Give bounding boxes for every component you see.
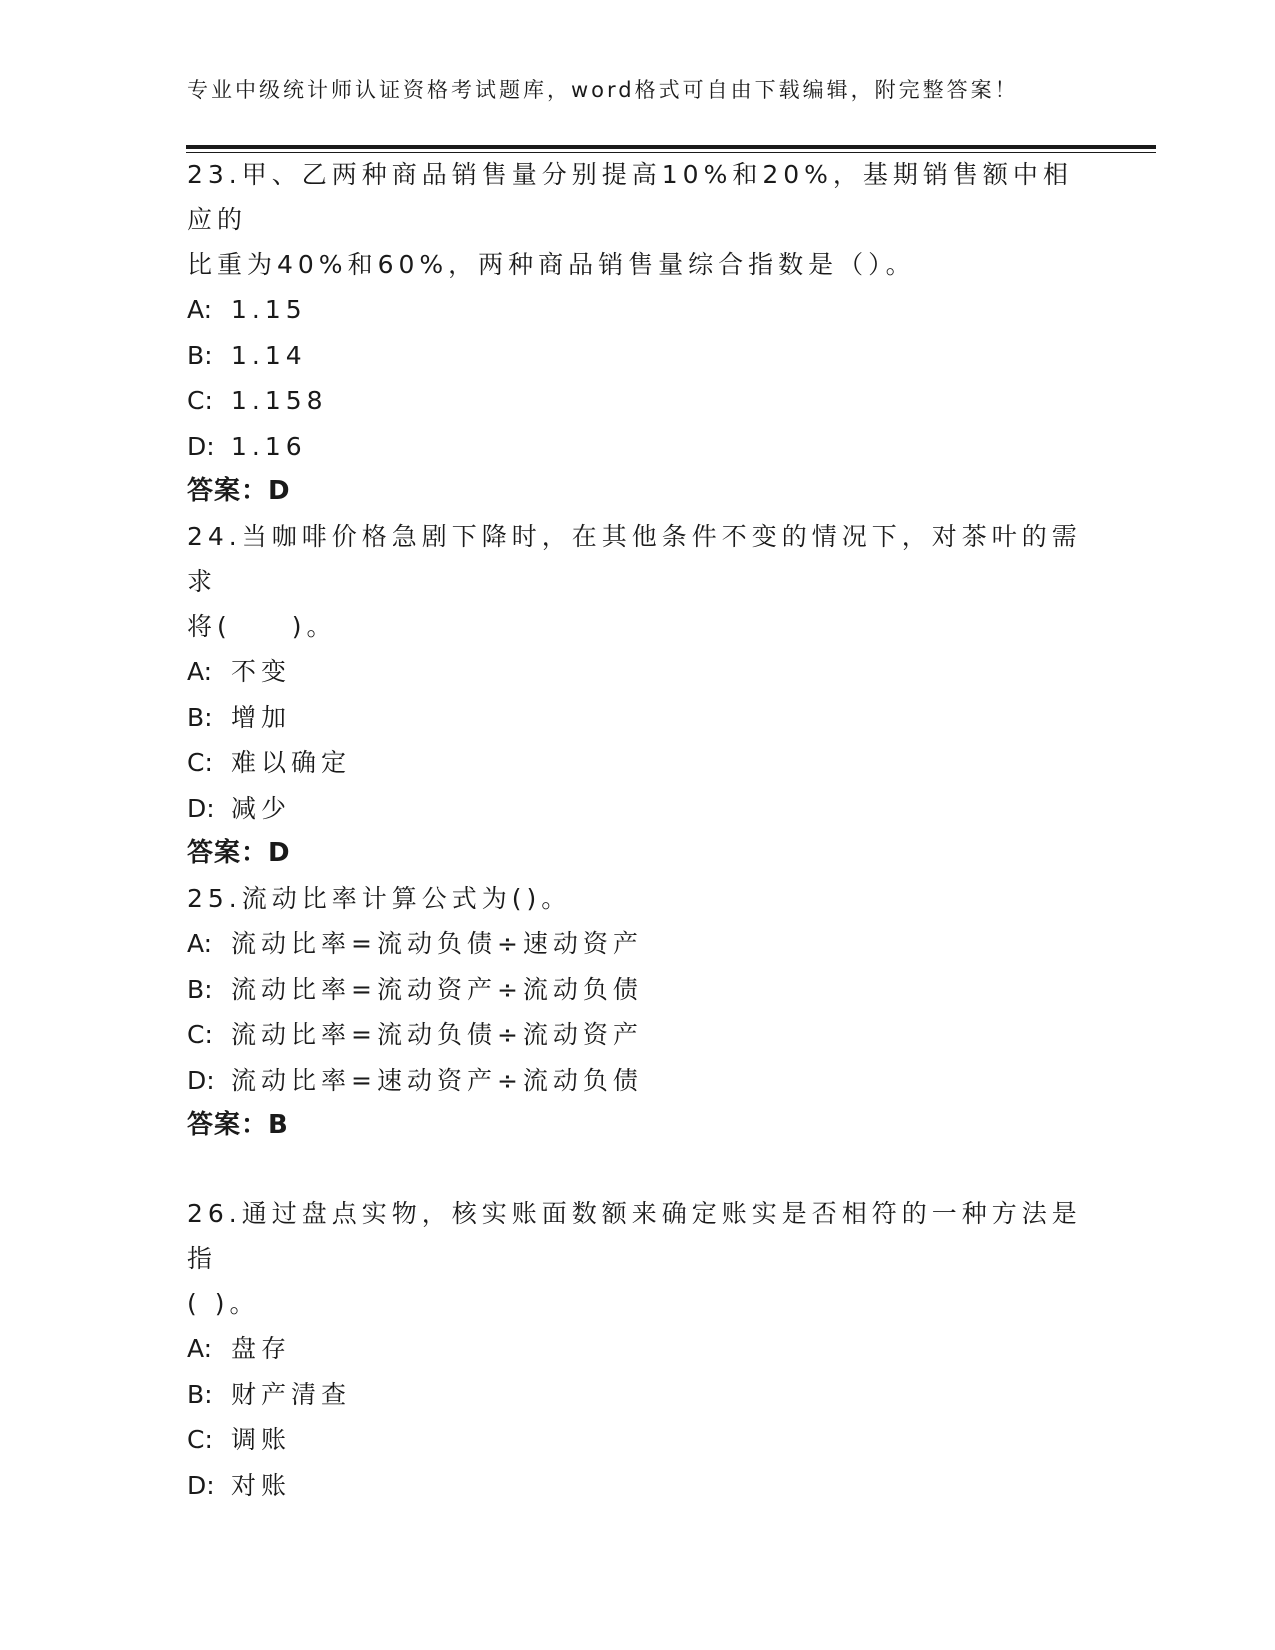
option-letter: D: xyxy=(187,1065,215,1095)
option-d xyxy=(187,786,1087,832)
question-26 xyxy=(187,1191,1087,1508)
option-letter: B: xyxy=(187,702,213,732)
option-letter: A: xyxy=(187,657,213,686)
option-text: 财产清查 xyxy=(231,1379,352,1409)
option-letter: B: xyxy=(187,340,213,370)
question-text-line: 24.当咖啡价格急剧下降时，在其他条件不变的情况下，对茶叶的需求 xyxy=(187,522,1082,596)
option-c xyxy=(187,1012,1087,1058)
option-a xyxy=(187,1326,1087,1372)
option-d xyxy=(187,1058,1087,1104)
question-text-line: 23.甲、乙两种商品销售量分别提高10%和20%，基期销售额中相应的 xyxy=(187,160,1073,234)
option-text: 1.16 xyxy=(231,431,307,461)
answer-line: 答案：B xyxy=(187,1110,289,1140)
option-text: 1.158 xyxy=(231,386,328,415)
option-a xyxy=(187,287,1087,333)
option-c xyxy=(187,1417,1087,1463)
option-text: 1.14 xyxy=(231,340,307,370)
option-text: 减少 xyxy=(231,793,292,823)
option-text: 难以确定 xyxy=(231,748,352,777)
option-letter: B: xyxy=(187,974,213,1004)
option-letter: A: xyxy=(187,295,213,324)
option-text: 流动比率=流动资产÷流动负债 xyxy=(231,974,643,1004)
option-letter: B: xyxy=(187,1379,213,1409)
page-header: 专业中级统计师认证资格考试题库，word格式可自由下载编辑，附完整答案！ xyxy=(187,78,1019,102)
option-letter: A: xyxy=(187,929,213,958)
question-text-line: 将( )。 xyxy=(187,612,337,641)
option-letter: C: xyxy=(187,748,213,777)
question-text-line: 26.通过盘点实物，核实账面数额来确定账实是否相符的一种方法是指 xyxy=(187,1199,1082,1273)
option-text: 增加 xyxy=(231,702,292,732)
option-text: 流动比率=流动负债÷流动资产 xyxy=(231,1020,643,1049)
option-b xyxy=(187,967,1087,1013)
option-d xyxy=(187,424,1087,470)
option-text: 调账 xyxy=(231,1425,292,1454)
option-b xyxy=(187,1372,1087,1418)
question-text-line: 25.流动比率计算公式为()。 xyxy=(187,884,572,913)
option-d xyxy=(187,1463,1087,1509)
question-text-line: ( )。 xyxy=(187,1289,260,1318)
option-letter: A: xyxy=(187,1334,213,1363)
option-text: 对账 xyxy=(231,1470,292,1500)
option-letter: D: xyxy=(187,1470,215,1500)
option-a xyxy=(187,649,1087,695)
option-letter: C: xyxy=(187,386,213,415)
answer-line: 答案：D xyxy=(187,476,291,506)
option-text: 1.15 xyxy=(231,295,307,324)
option-b xyxy=(187,695,1087,741)
option-a xyxy=(187,921,1087,967)
option-c xyxy=(187,740,1087,786)
option-text: 不变 xyxy=(231,657,292,686)
option-letter: C: xyxy=(187,1425,213,1454)
answer-line: 答案：D xyxy=(187,838,291,868)
option-c xyxy=(187,378,1087,424)
option-text: 流动比率=速动资产÷流动负债 xyxy=(231,1065,643,1095)
header-rule-thick xyxy=(186,145,1156,149)
option-text: 盘存 xyxy=(231,1334,292,1363)
question-23 xyxy=(187,152,1087,514)
option-b xyxy=(187,333,1087,379)
option-text: 流动比率=流动负债÷速动资产 xyxy=(231,929,643,958)
question-25 xyxy=(187,876,1087,1148)
option-letter: C: xyxy=(187,1020,213,1049)
option-letter: D: xyxy=(187,431,215,461)
question-text-line: 比重为40%和60%，两种商品销售量综合指数是（）。 xyxy=(187,250,916,279)
option-letter: D: xyxy=(187,793,215,823)
question-24 xyxy=(187,514,1087,876)
